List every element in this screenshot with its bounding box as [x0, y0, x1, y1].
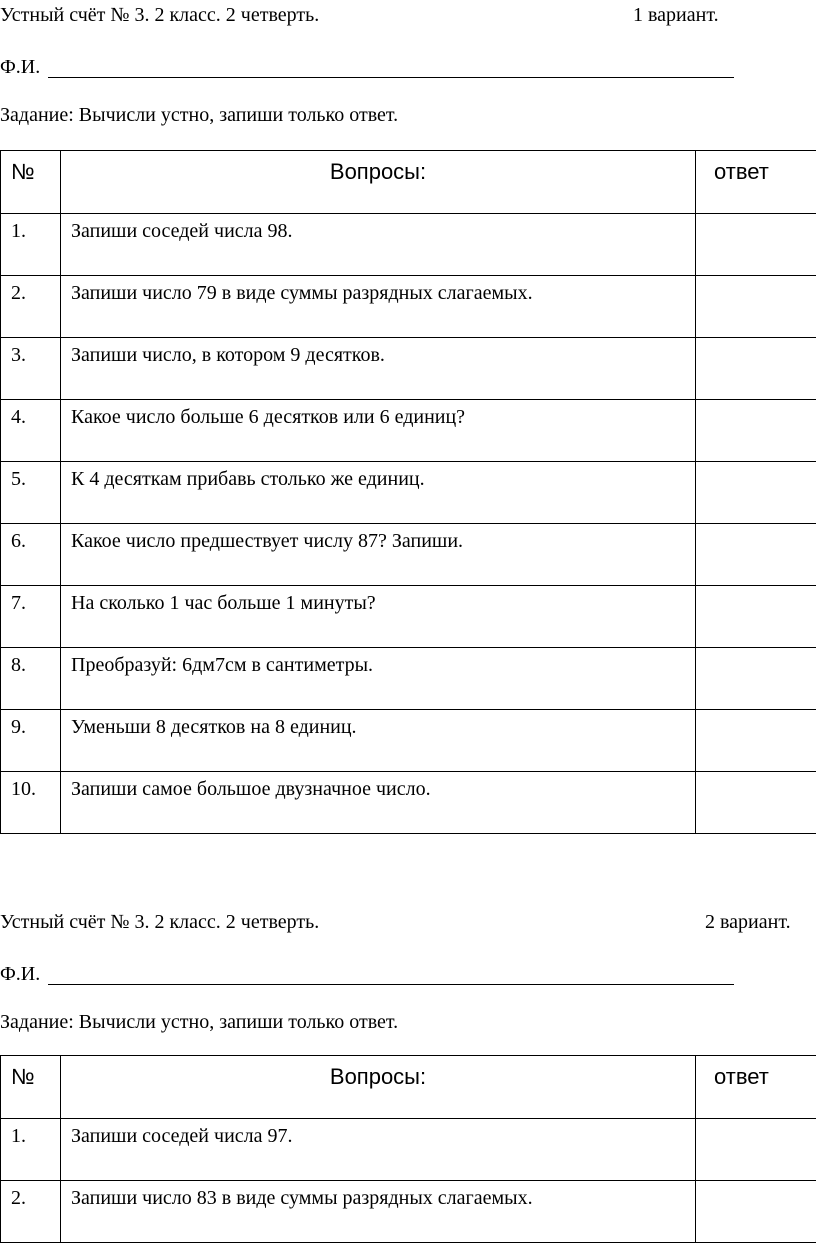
answer-cell[interactable] — [696, 400, 816, 462]
row-number: 1. — [1, 1119, 61, 1181]
row-number: 3. — [1, 338, 61, 400]
name-row — [0, 959, 740, 989]
header-questions: Вопросы: — [61, 1056, 696, 1119]
table-row — [1, 338, 816, 400]
worksheet-title: Устный счёт № 3. 2 класс. 2 четверть. — [0, 4, 319, 27]
question-text: Запиши самое большое двузначное число. — [61, 772, 696, 834]
row-number: 4. — [1, 400, 61, 462]
table-row — [1, 710, 816, 772]
table-row — [1, 214, 816, 276]
table-row — [1, 400, 816, 462]
answer-cell[interactable] — [696, 1181, 816, 1243]
row-number: 5. — [1, 462, 61, 524]
table-row — [1, 772, 816, 834]
table-row — [1, 648, 816, 710]
answer-cell[interactable] — [696, 586, 816, 648]
question-text: Какое число больше 6 десятков или 6 единиц? — [61, 400, 696, 462]
row-number: 1. — [1, 214, 61, 276]
row-number: 6. — [1, 524, 61, 586]
task-instruction: Задание: Вычисли устно, запиши только ответ. — [0, 1011, 398, 1034]
table-header-row — [1, 1056, 816, 1119]
header-number: № — [1, 151, 61, 214]
table-header-row — [1, 151, 816, 214]
header-row — [0, 0, 816, 32]
table-row — [1, 586, 816, 648]
question-text: Запиши число 79 в виде суммы разрядных слагаемых. — [61, 276, 696, 338]
answer-cell[interactable] — [696, 648, 816, 710]
name-row — [0, 52, 740, 82]
answer-cell[interactable] — [696, 338, 816, 400]
row-number: 2. — [1, 1181, 61, 1243]
worksheet-title: Устный счёт № 3. 2 класс. 2 четверть. — [0, 911, 319, 934]
variant-label: 2 вариант. — [705, 911, 791, 934]
name-input-line[interactable] — [48, 984, 734, 985]
answer-cell[interactable] — [696, 276, 816, 338]
row-number: 9. — [1, 710, 61, 772]
question-text: Какое число предшествует числу 87? Запиши. — [61, 524, 696, 586]
question-text: На сколько 1 час больше 1 минуты? — [61, 586, 696, 648]
answer-cell[interactable] — [696, 214, 816, 276]
name-label: Ф.И. — [0, 963, 40, 986]
questions-table — [0, 1055, 816, 1243]
question-text: Запиши соседей числа 97. — [61, 1119, 696, 1181]
table-row — [1, 524, 816, 586]
variant-label: 1 вариант. — [633, 4, 719, 27]
task-instruction: Задание: Вычисли устно, запиши только ответ. — [0, 104, 398, 127]
table-row — [1, 276, 816, 338]
answer-cell[interactable] — [696, 1119, 816, 1181]
questions-table — [0, 150, 816, 834]
question-text: Запиши число, в котором 9 десятков. — [61, 338, 696, 400]
row-number: 2. — [1, 276, 61, 338]
answer-cell[interactable] — [696, 524, 816, 586]
header-answer: ответ — [696, 151, 816, 214]
table-row — [1, 1181, 816, 1243]
header-answer: ответ — [696, 1056, 816, 1119]
header-number: № — [1, 1056, 61, 1119]
table-row — [1, 462, 816, 524]
row-number: 8. — [1, 648, 61, 710]
question-text: Запиши соседей числа 98. — [61, 214, 696, 276]
name-input-line[interactable] — [48, 77, 734, 78]
header-questions: Вопросы: — [61, 151, 696, 214]
row-number: 7. — [1, 586, 61, 648]
question-text: Уменьши 8 десятков на 8 единиц. — [61, 710, 696, 772]
question-text: К 4 десяткам прибавь столько же единиц. — [61, 462, 696, 524]
name-label: Ф.И. — [0, 56, 40, 79]
row-number: 10. — [1, 772, 61, 834]
question-text: Запиши число 83 в виде суммы разрядных слагаемых. — [61, 1181, 696, 1243]
header-row — [0, 907, 816, 939]
question-text: Преобразуй: 6дм7см в сантиметры. — [61, 648, 696, 710]
answer-cell[interactable] — [696, 462, 816, 524]
answer-cell[interactable] — [696, 772, 816, 834]
table-row — [1, 1119, 816, 1181]
answer-cell[interactable] — [696, 710, 816, 772]
